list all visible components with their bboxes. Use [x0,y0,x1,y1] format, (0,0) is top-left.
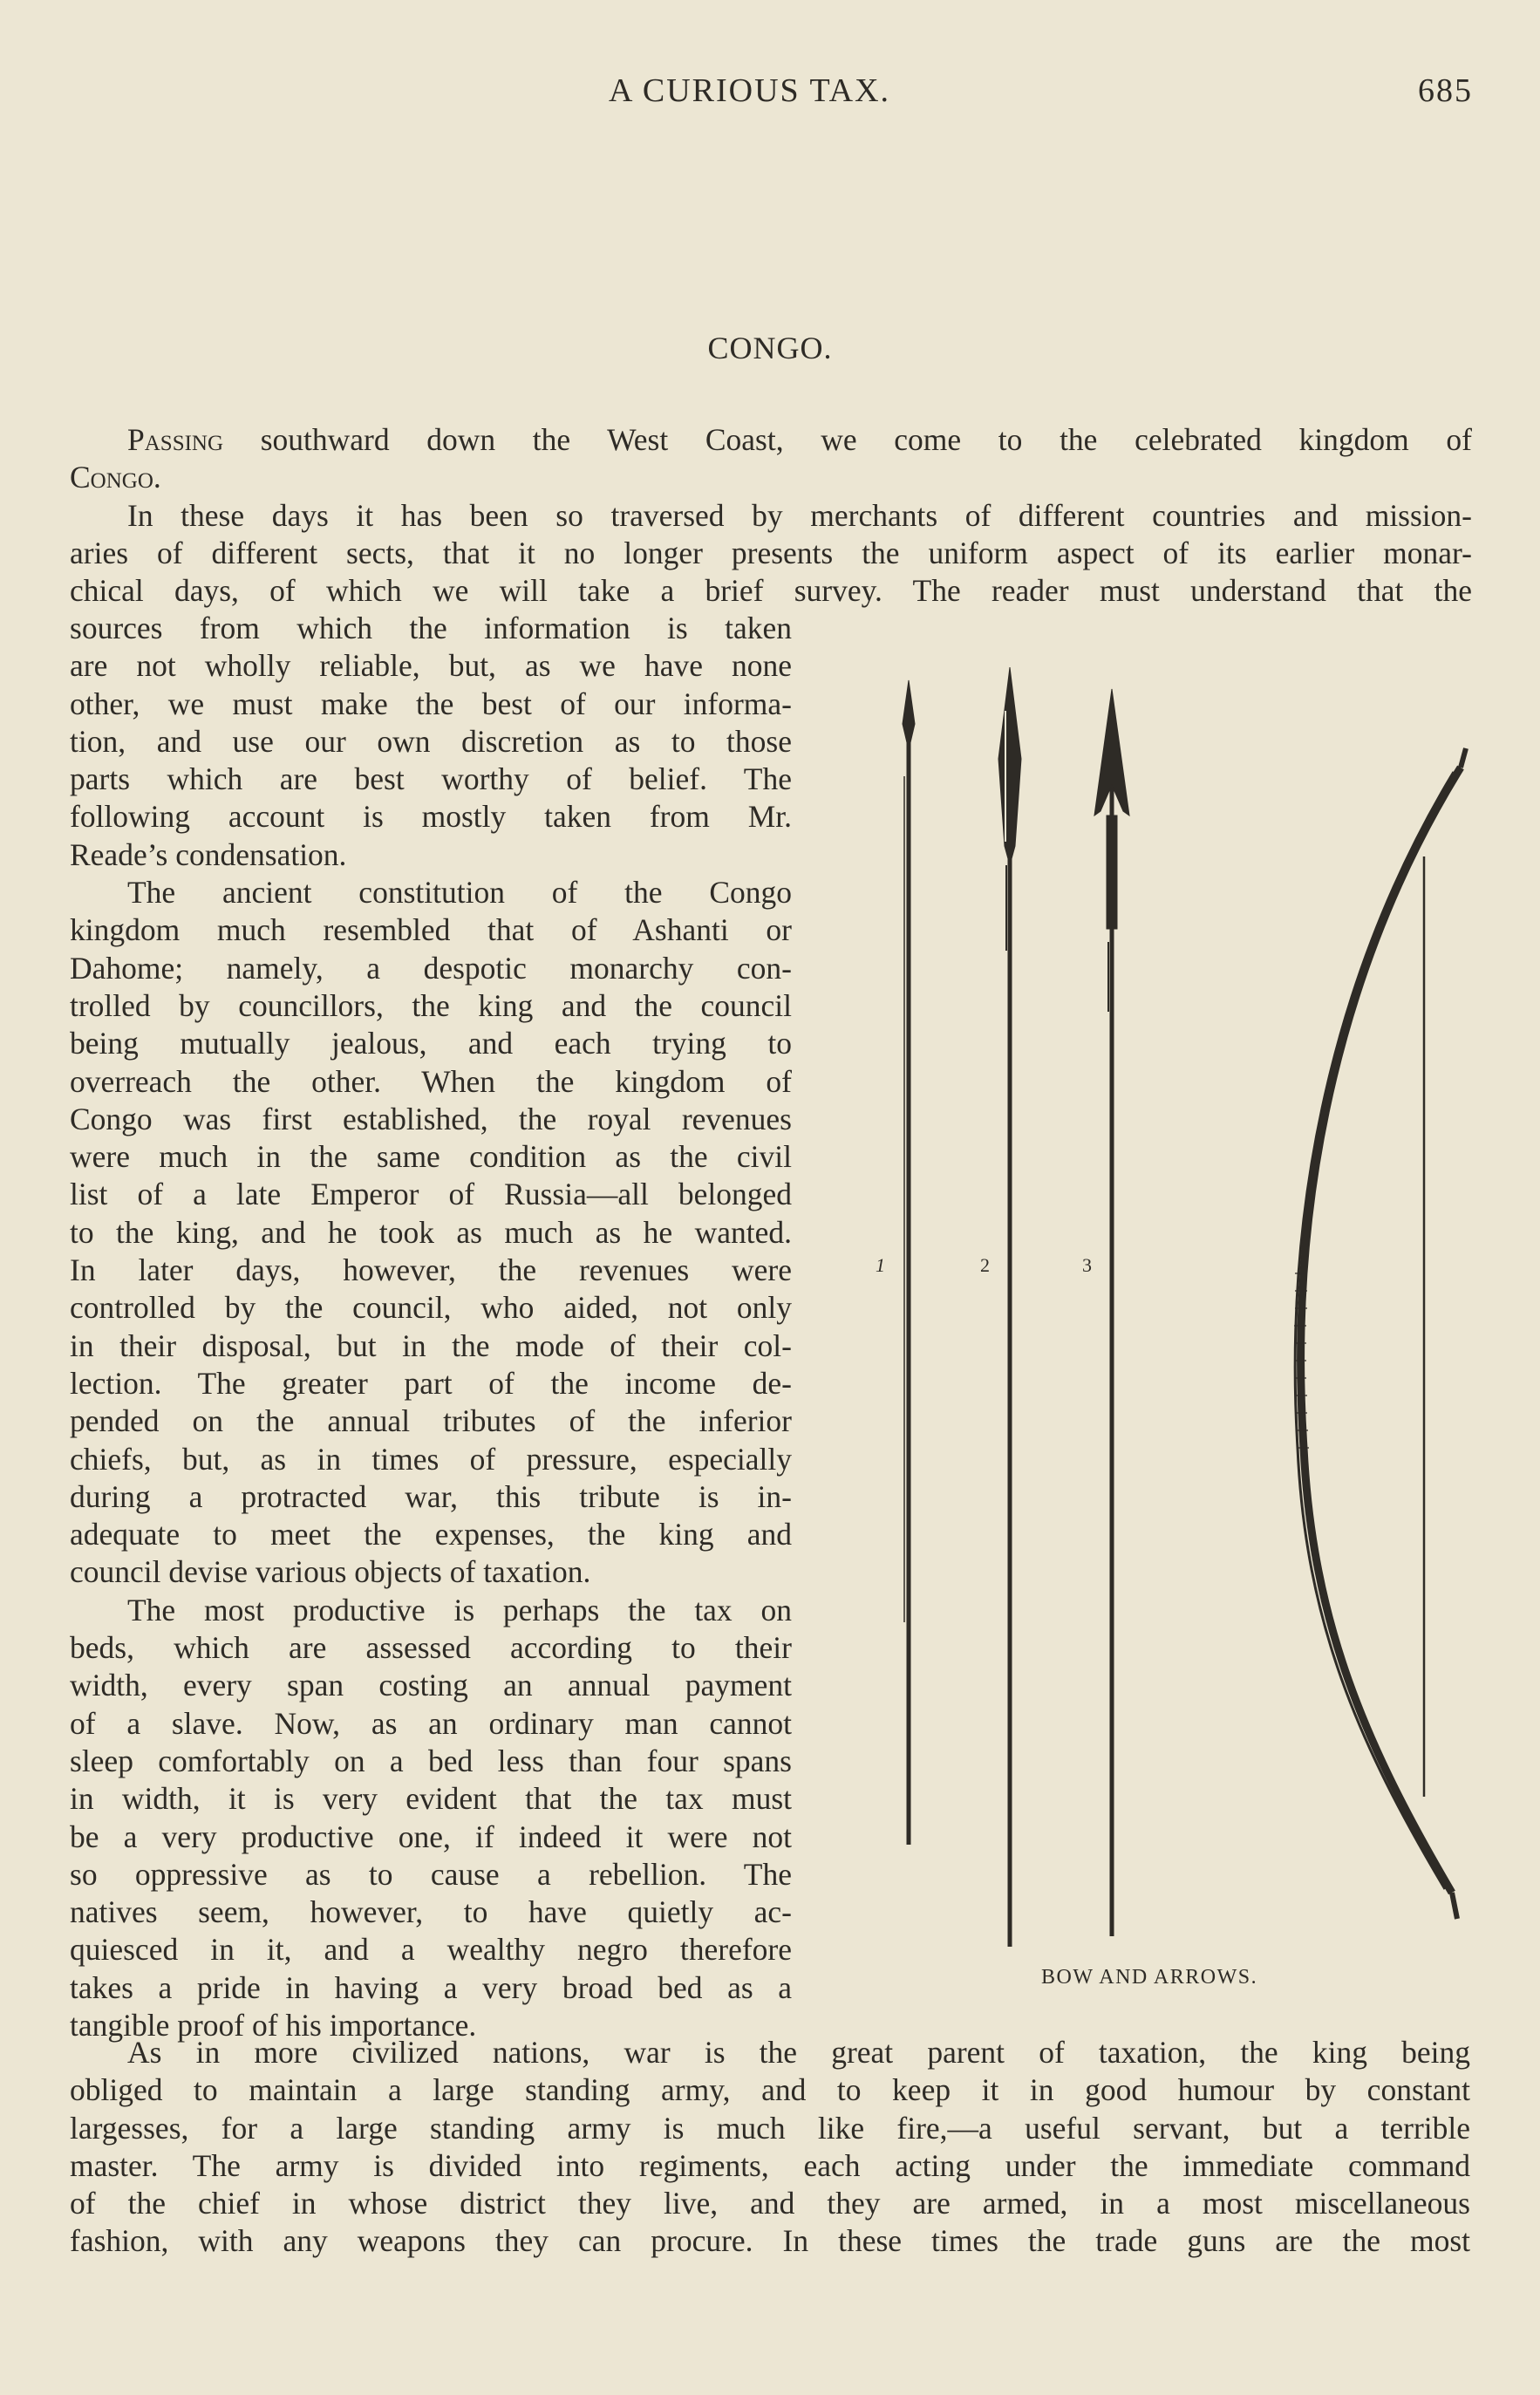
intro-line [70,421,1472,459]
text-line: master. The army is divided into regiments, each acting under the immediate command [70,2147,1470,2183]
text-line: so oppressive as to cause a rebellion. The [70,1856,792,1892]
text-line: Dahome; namely, a despotic monarchy con- [70,950,792,986]
figure-label-1: 1 [876,1254,885,1276]
intro-rest: southward down the West Coast, we come to the celebrated kingdom of [223,422,1472,457]
text-line: In later days, however, the revenues were [70,1252,792,1288]
text-line: obliged to maintain a large standing army, and to keep it in good humour by constant [70,2072,1470,2108]
text-line: The most productive is perhaps the tax on [127,1592,792,1627]
arrow-3 [1094,689,1129,1936]
text-line: In these days it has been so traversed by merchants of different countries and mission- [127,497,1472,533]
text-line: Congo was first established, the royal revenues [70,1101,792,1136]
text-line: beds, which are assessed according to their [70,1630,792,1666]
bow-and-arrows-illustration [859,663,1469,1971]
intro-end-word: Congo. [70,460,161,495]
narrow-column-text [70,610,792,2044]
text-line: takes a pride in having a very broad bed as a [70,1969,792,2005]
figure-label-3: 3 [1082,1254,1092,1276]
text-line: to the king, and he took as much as he wanted. [70,1214,792,1250]
text-line: quiesced in it, and a wealthy negro therefore [70,1932,792,1968]
section-heading: CONGO. [707,331,833,365]
text-line: overreach the other. When the kingdom of [70,1063,792,1099]
text-line: trolled by councillors, the king and the council [70,987,792,1023]
figure-caption: BOW AND ARROWS. [1041,1966,1258,1989]
text-line: following account is mostly taken from Mr. [70,799,792,835]
text-line: list of a late Emperor of Russia—all belonged [70,1177,792,1212]
text-line: tangible proof of his importance. [70,2007,477,2043]
text-line: of a slave. Now, as an ordinary man cannot [70,1705,792,1741]
bow [1294,748,1466,1919]
text-line: other, we must make the best of our informa- [70,686,792,721]
text-line: tion, and use our own discretion as to those [70,723,792,759]
arrow-1 [903,680,915,1845]
text-line: aries of different sects, that it no longer presents the uniform aspect of its earlier monar- [70,535,1472,570]
text-line: As in more civilized nations, war is the great parent of taxation, the king being [127,2035,1470,2070]
text-line: be a very productive one, if indeed it were not [70,1818,792,1854]
text-line: pended on the annual tributes of the inferior [70,1403,792,1439]
running-title: A CURIOUS TAX. [609,72,891,109]
arrow-2 [998,667,1021,1947]
text-line: sources from which the information is taken [70,611,792,645]
bow-and-arrows-figure [859,663,1469,1971]
text-line: are not wholly reliable, but, as we have none [70,648,792,684]
text-line: adequate to meet the expenses, the king and [70,1517,792,1552]
text-line: being mutually jealous, and each trying to [70,1026,792,1061]
text-line: The ancient constitution of the Congo [127,875,792,911]
intro-lead-word: Passing [127,422,224,457]
text-line: parts which are best worthy of belief. The [70,761,792,797]
text-line: Reade’s condensation. [70,836,347,872]
figure-label-2: 2 [980,1254,990,1276]
text-line: lection. The greater part of the income de- [70,1365,792,1401]
page-number: 685 [1418,72,1473,109]
text-line: natives seem, however, to have quietly ac- [70,1894,792,1930]
text-line: were much in the same condition as the civil [70,1139,792,1175]
text-line: chiefs, but, as in times of pressure, especially [70,1441,792,1477]
text-line: during a protracted war, this tribute is in- [70,1478,792,1514]
text-line: in width, it is very evident that the tax must [70,1781,792,1817]
text-line: in their disposal, but in the mode of their col- [70,1327,792,1363]
text-line: kingdom much resembled that of Ashanti or [70,912,792,948]
closing-paragraph [70,2034,1470,2261]
text-line: of the chief in whose district they live, and they are armed, in a most miscellaneous [70,2186,1470,2221]
text-line: largesses, for a large standing army is much like fire,—a useful servant, but a terrible [70,2110,1470,2146]
intro-end-line [70,459,1472,496]
text-line: width, every span costing an annual payment [70,1668,792,1703]
text-line: fashion, with any weapons they can procure. In these times the trade guns are the most [70,2223,1470,2259]
text-line: council devise various objects of taxation. [70,1554,591,1590]
text-line: chical days, of which we will take a brief survey. The reader must understand that the [70,573,1472,609]
text-line: controlled by the council, who aided, not only [70,1290,792,1326]
text-line: sleep comfortably on a bed less than four spans [70,1743,792,1778]
intro-text-block [70,421,1472,610]
paragraph-1 [70,497,1472,611]
